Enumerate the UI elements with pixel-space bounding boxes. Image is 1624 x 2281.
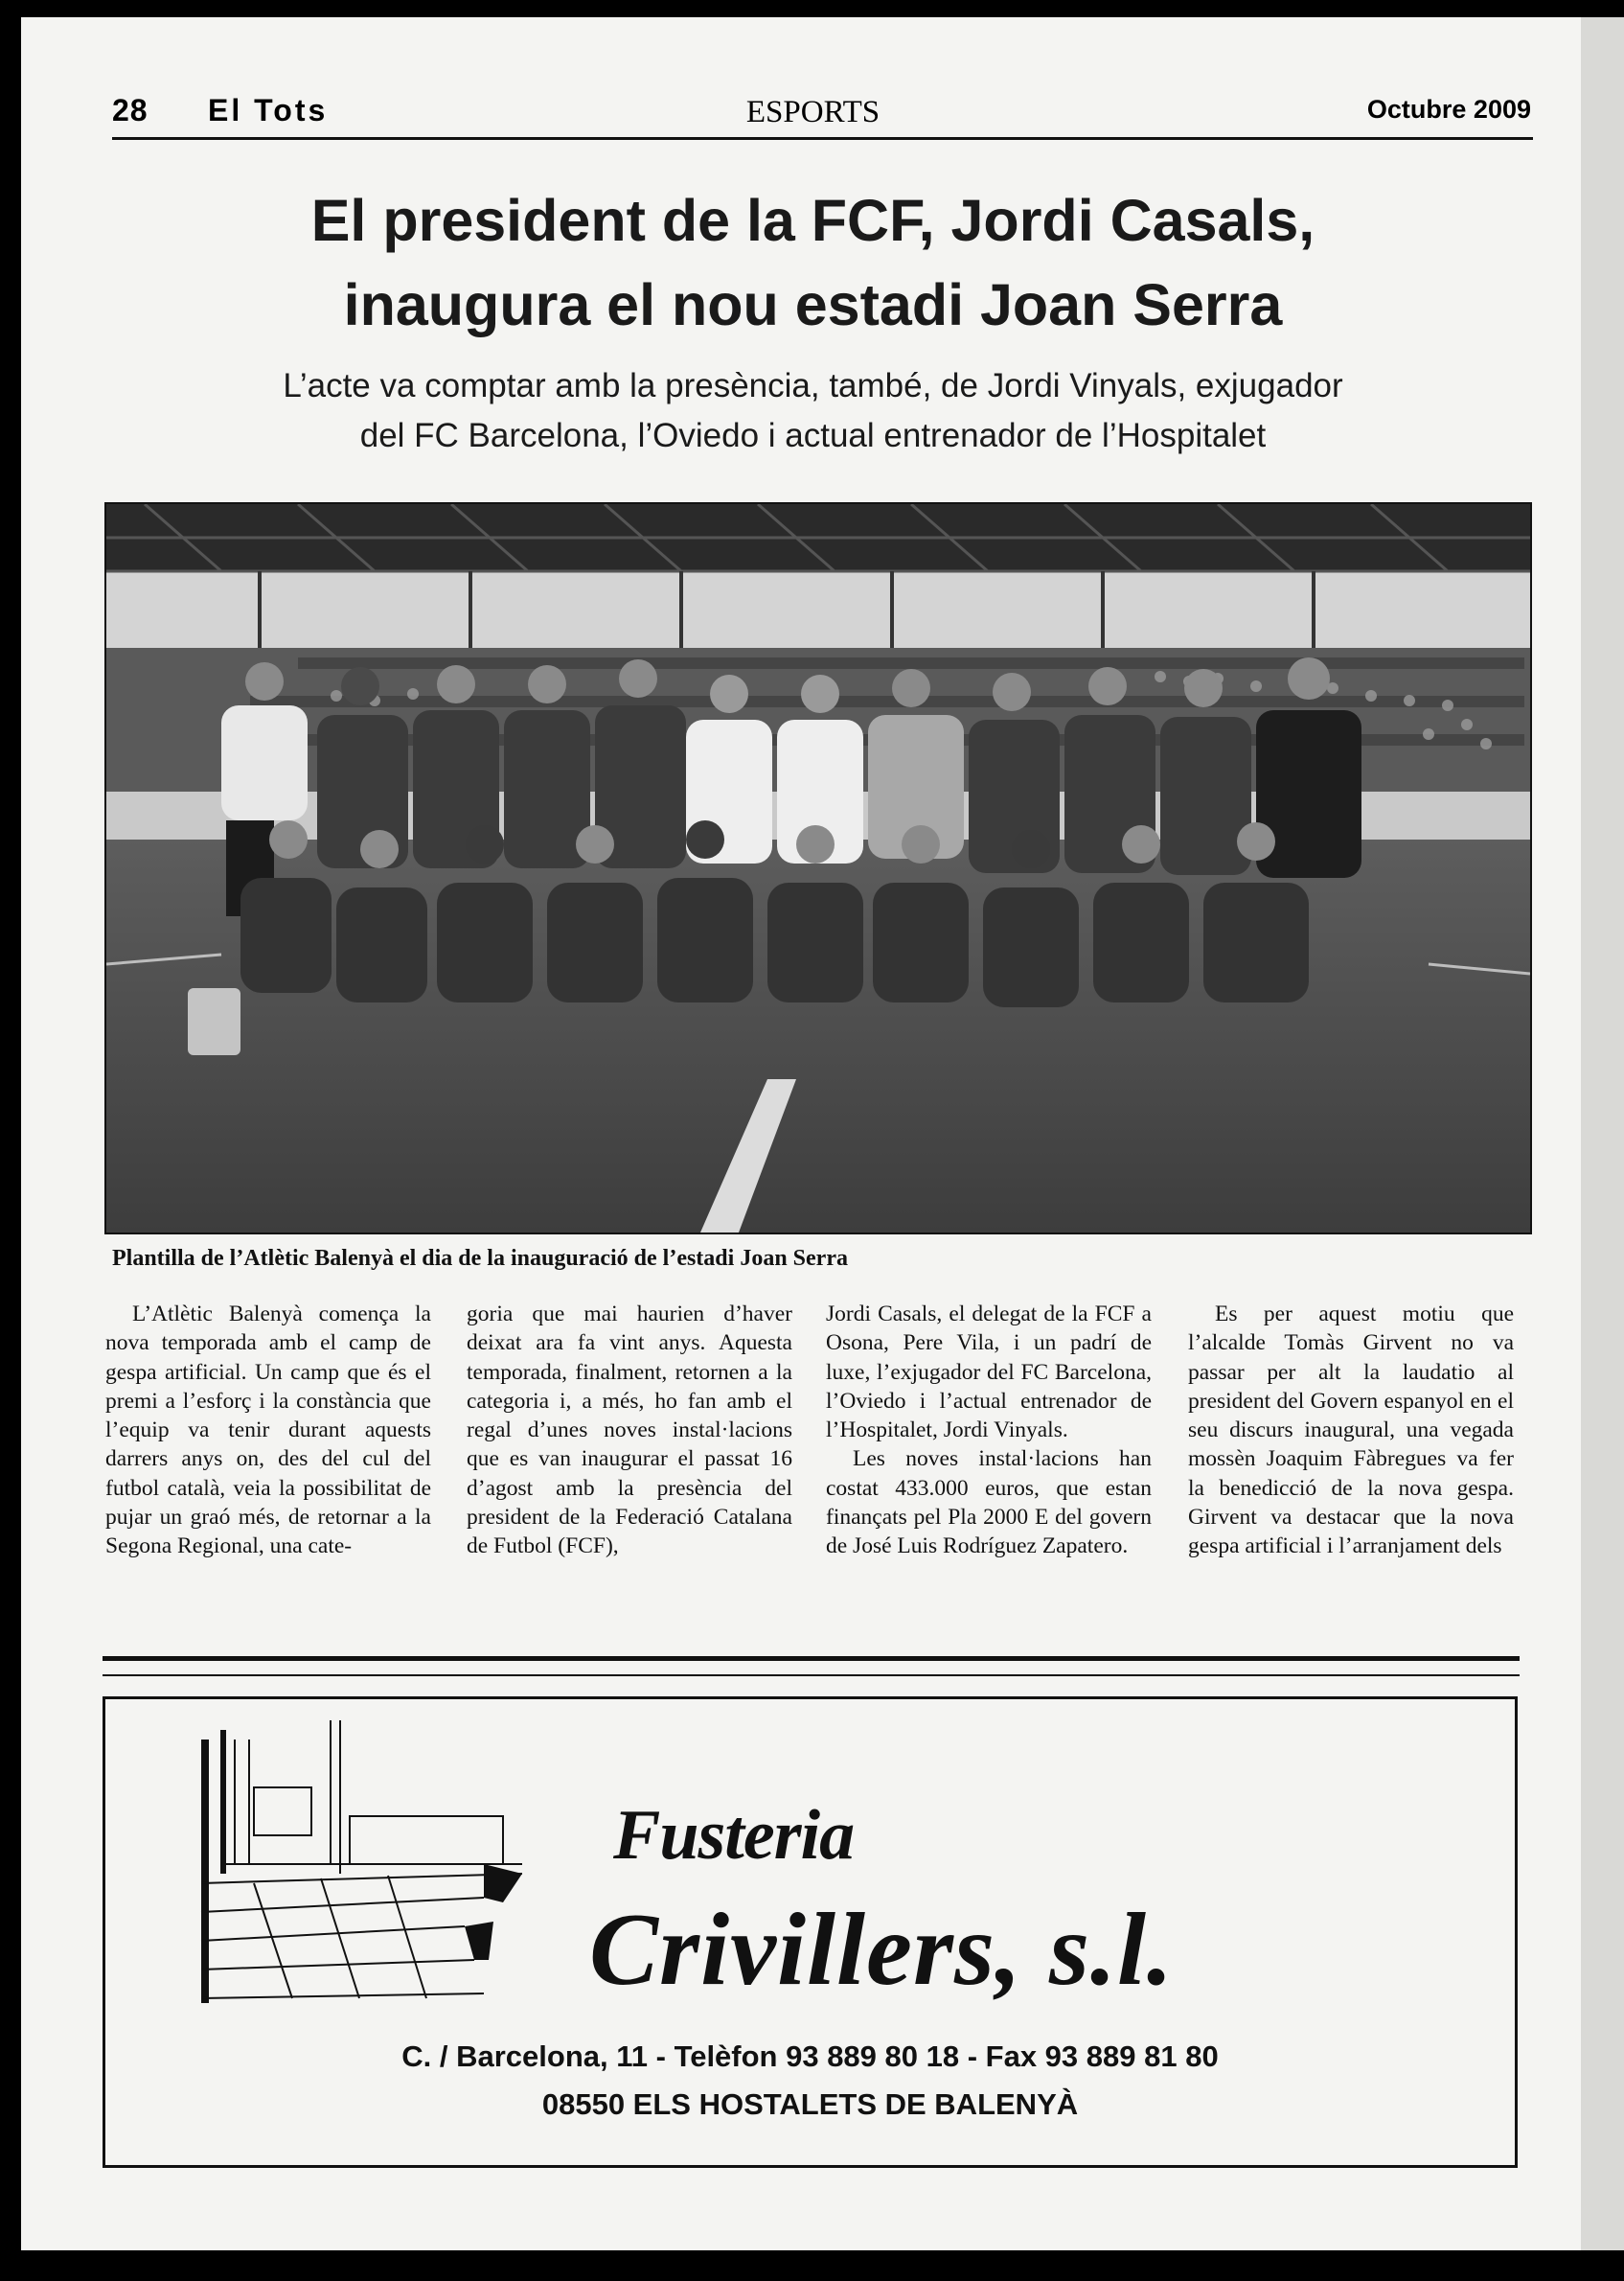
title-line: El president de la FCF, Jordi Casals,: [310, 188, 1315, 253]
article-column-1: [105, 1300, 431, 1625]
issue-date: Octubre 2009: [1366, 95, 1531, 124]
business-town: 08550 ELS HOSTALETS DE BALENYÀ: [541, 2087, 1079, 2121]
team-photo: [104, 502, 1532, 1234]
section-divider: [103, 1656, 1520, 1661]
title-line: inaugura el nou estadi Joan Serra: [343, 272, 1283, 337]
advertisement: [103, 1696, 1518, 2168]
carpentry-logo: [196, 1720, 532, 2008]
article-paragraph: goria que mai haurien d’haver deixat ara fa vint anys. Aquesta temporada, finalment, retornen a la categoria i, a més, ho fan amb el regal d’unes noves instal·lacions que es van inaugurar el passat 16 d’agost amb la presència del president de la Federació Catalana de Futbol (FCF),: [467, 1302, 792, 1559]
page-number: 28: [112, 93, 149, 127]
article-subtitle: [93, 361, 1533, 461]
article-column-4: [1188, 1300, 1514, 1625]
team-photo-illustration: [106, 504, 1530, 1233]
article-paragraph: Jordi Casals, el delegat de la FCF a Osona, Pere Vila, i un padrí de luxe, l’exjugador del FC Barcelona, l’Oviedo i l’actual entrenador de l’Hospitalet, Jordi Vinyals.: [826, 1302, 1152, 1443]
publication-name: El Tots: [208, 93, 329, 127]
adjacent-page-edge: [1581, 17, 1624, 2250]
article-column-2: [467, 1300, 792, 1625]
business-address: C. / Barcelona, 11 - Telèfon 93 889 80 18 - Fax 93 889 81 80: [401, 2039, 1219, 2073]
article-title: [93, 178, 1533, 347]
business-name-line1: Fusteria: [613, 1796, 855, 1875]
business-name-line2: Crivillers, s.l.: [589, 1893, 1175, 2007]
subtitle-line: del FC Barcelona, l’Oviedo i actual entrenador de l’Hospitalet: [359, 417, 1267, 454]
article-paragraph: L’Atlètic Balenyà comença la nova temporada amb el camp de gespa artificial. Un camp que és el premi a l’esforç i la constància que l’equip va tenir durant aquests darrers anys on, des del cul del futbol català, veia la possibilitat de pujar un graó més, de retornar a la Segona Regional, una cate-: [105, 1302, 431, 1559]
section-divider: [103, 1674, 1520, 1676]
subtitle-line: L’acte va comptar amb la presència, també, de Jordi Vinyals, exjugador: [283, 367, 1343, 404]
photo-caption: Plantilla de l’Atlètic Balenyà el dia de la inauguració de l’estadi Joan Serra: [112, 1246, 848, 1271]
article-paragraph: Les noves instal·lacions han costat 433.000 euros, que estan finançats pel Pla 2000 E del govern de José Luis Rodríguez Zapatero.: [826, 1446, 1152, 1559]
page-header: [93, 72, 1533, 129]
header-rule: [112, 137, 1533, 140]
article-paragraph: Es per aquest motiu que l’alcalde Tomàs Girvent no va passar per alt la laudatio al president del Govern espanyol en el seu discurs inaugural, una vegada mossèn Joaquim Fàbregues va fer la benedicció de la nova gespa. Girvent va destacar que la nova gespa artificial i l’arranjament dels: [1188, 1302, 1514, 1559]
section-name: ESPORTS: [745, 95, 881, 129]
article-column-3: [826, 1300, 1152, 1625]
